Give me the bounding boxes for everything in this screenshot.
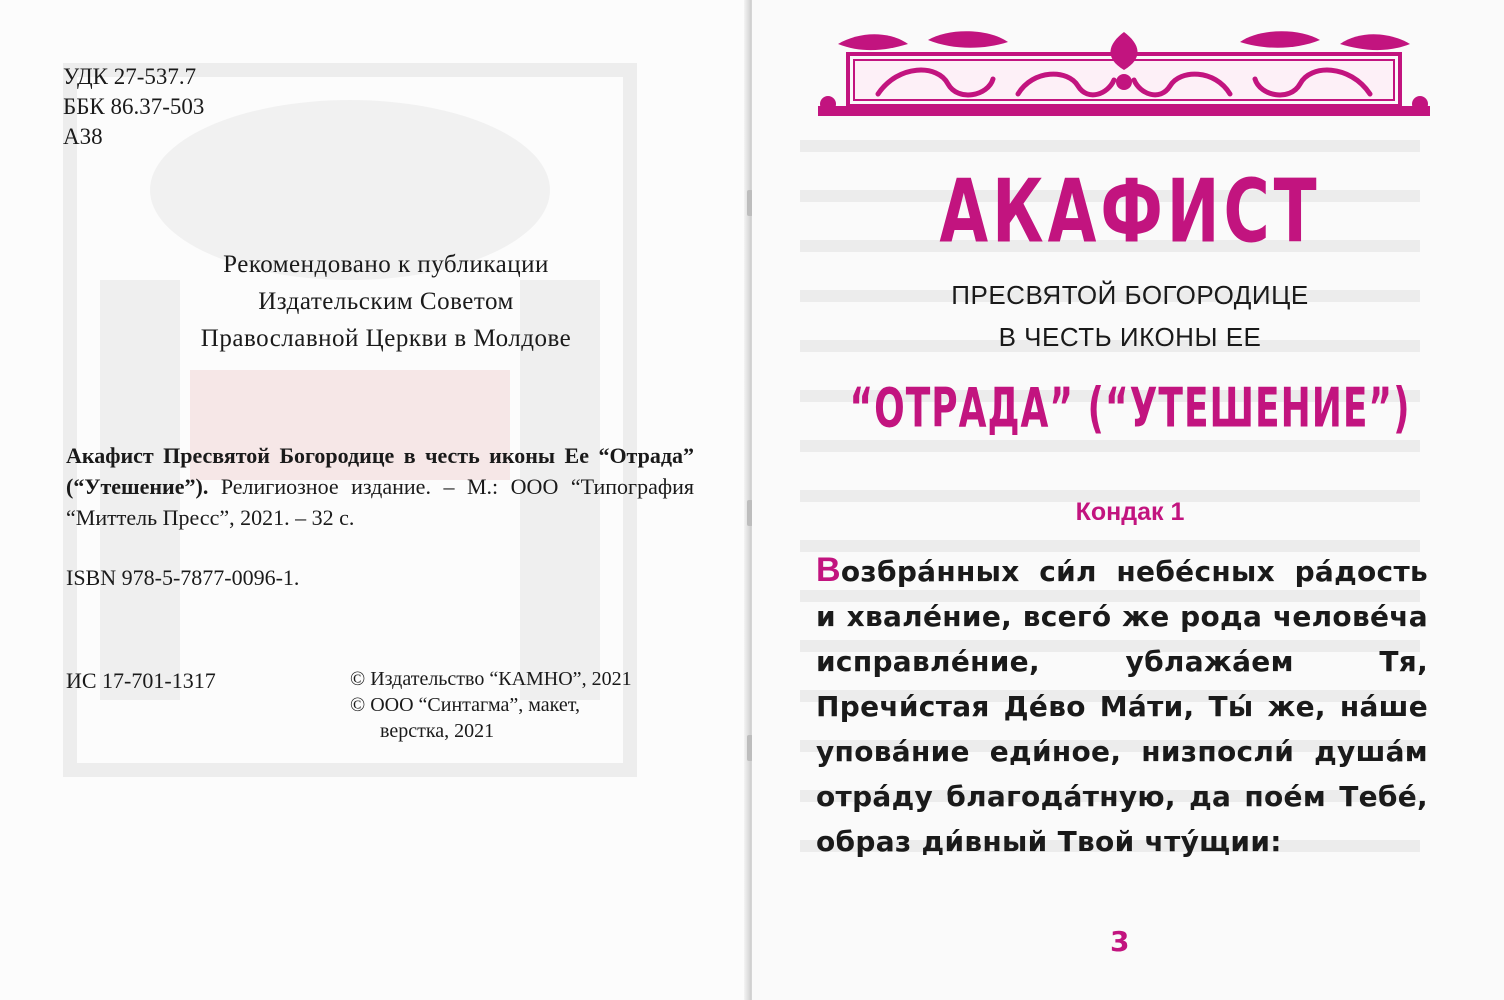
bibliographic-title: Акафист Пресвятой Богородице в честь иконы Ее “Отрада” (“Утешение”). xyxy=(66,443,694,499)
publication-recommendation xyxy=(96,246,676,357)
bibliographic-record xyxy=(66,440,694,533)
drop-cap: В xyxy=(816,551,841,589)
isbn: ISBN 978-5-7877-0096-1. xyxy=(66,565,300,590)
section-heading: Кондак 1 xyxy=(1075,498,1185,526)
kontakion-body: озбра́нных си́л небе́сных ра́дость и хвале́ние, всего́ же рода челове́ча исправле́ние, ублажа́ем Тя, Пречи́стая Де́во Ма́ти, Ты́ же, на́ше упова́ние еди́ное, низпосли́ душа́м отра́ду благода́тную, да пое́м Тебе́, образ ди́вный Твой чту́щии: xyxy=(816,555,1428,858)
subtitle-line-1: ПРЕСВЯТОЙ БОГОРОДИЦЕ xyxy=(951,280,1309,310)
icon-title: “ОТРАДА” (“УТЕШЕНИЕ”) xyxy=(849,378,1411,441)
recommend-line-1: Рекомендовано к публикации xyxy=(223,251,549,278)
left-page xyxy=(0,0,748,1000)
bibliographic-details: Религиозное издание. – М.: ООО “Типография “Миттель Пресс”, 2021. – 32 с. xyxy=(66,474,694,530)
copyright-line-3: верстка, 2021 xyxy=(380,720,495,742)
copyright-line-1: © Издательство “КАМНО”, 2021 xyxy=(350,668,632,690)
classification-codes xyxy=(63,62,204,152)
author-mark: А38 xyxy=(63,124,103,149)
bbk-code: ББК 86.37-503 xyxy=(63,94,205,119)
akathist-title: АКАФИСТ xyxy=(939,160,1321,263)
copyright-block xyxy=(350,666,632,744)
kontakion-text xyxy=(816,548,1428,864)
header-ornament xyxy=(818,24,1430,118)
recommend-line-2: Издательским Советом xyxy=(258,288,514,315)
copyright-line-2: © ООО “Синтагма”, макет, xyxy=(350,694,580,716)
publisher-council-code: ИС 17-701-1317 xyxy=(66,668,216,693)
page-number: 3 xyxy=(1110,925,1130,958)
subtitle-line-2: В ЧЕСТЬ ИКОНЫ ЕЕ xyxy=(998,322,1262,352)
recommend-line-3: Православной Церкви в Молдове xyxy=(200,325,572,352)
udk-code: УДК 27-537.7 xyxy=(63,64,197,89)
